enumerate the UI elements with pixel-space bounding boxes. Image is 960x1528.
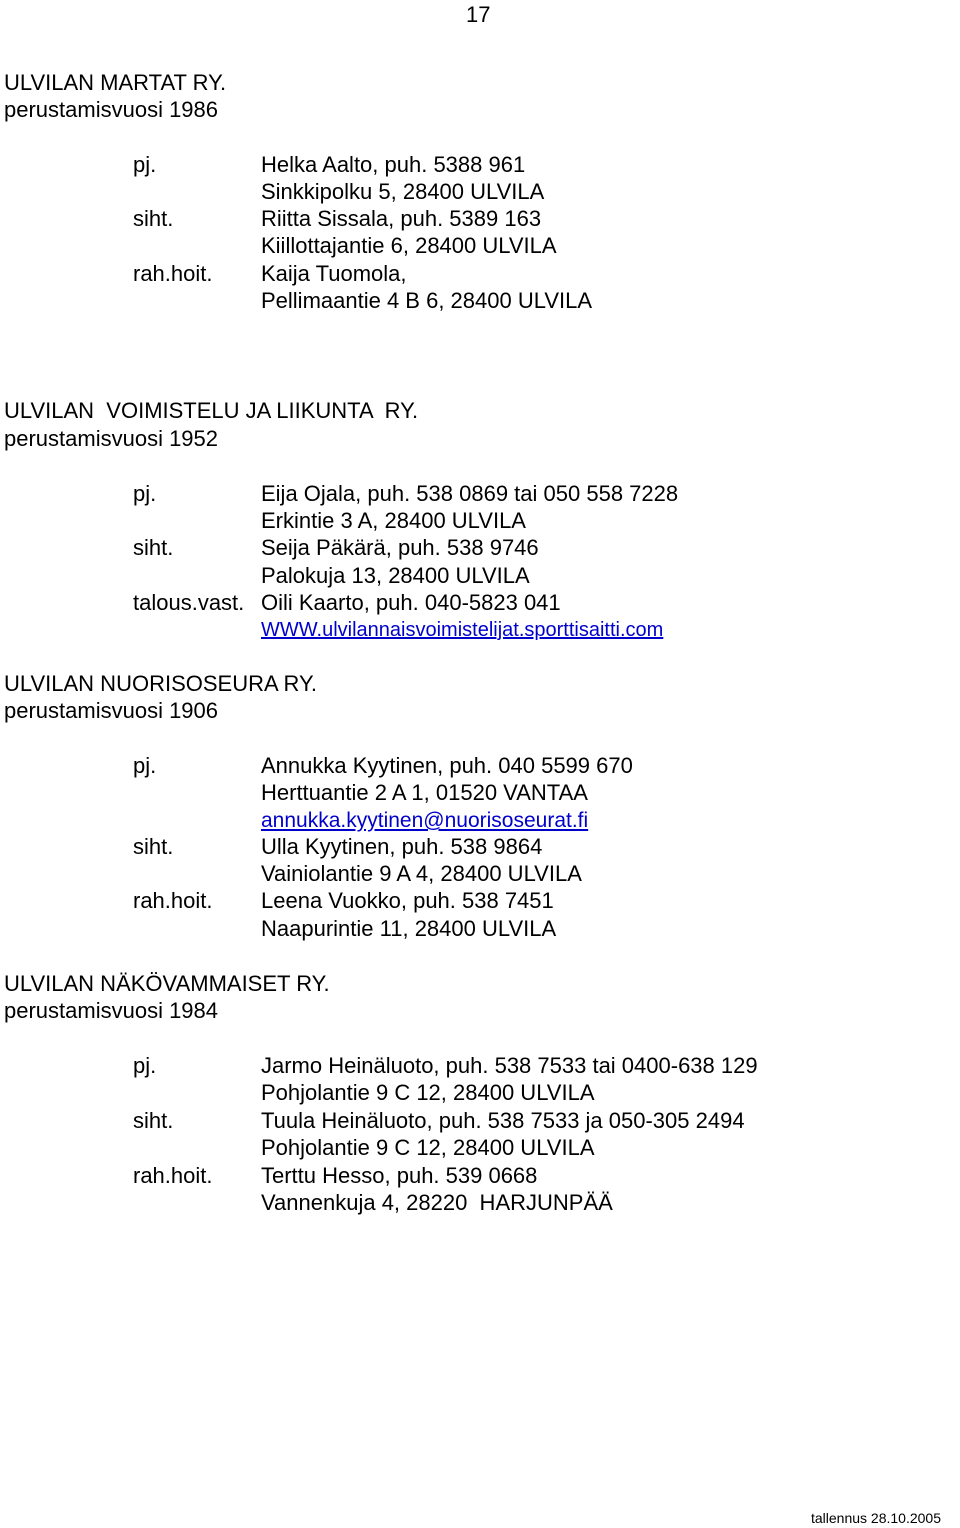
section-founded-nuorisoseura: perustamisvuosi 1906 — [4, 698, 219, 723]
contact-line: Helka Aalto, puh. 5388 961 — [261, 152, 526, 177]
address-line: Vainiolantie 9 A 4, 28400 ULVILA — [261, 861, 582, 886]
contact-line: Kaija Tuomola, — [261, 261, 407, 286]
section-title-nuorisoseura: ULVILAN NUORISOSEURA RY. — [4, 671, 317, 696]
section-founded-martat: perustamisvuosi 1986 — [4, 97, 219, 122]
role-label: pj. — [133, 152, 157, 177]
contact-line: Annukka Kyytinen, puh. 040 5599 670 — [261, 753, 633, 778]
email-link[interactable]: annukka.kyytinen@nuorisoseurat.fi — [261, 809, 589, 832]
footer-saved-date: tallennus 28.10.2005 — [811, 1510, 941, 1526]
contact-line: Riitta Sissala, puh. 5389 163 — [261, 206, 542, 231]
contact-line: Eija Ojala, puh. 538 0869 tai 050 558 7228 — [261, 481, 679, 506]
section-title-voimistelu: ULVILAN VOIMISTELU JA LIIKUNTA RY. — [4, 398, 419, 423]
section-founded-nakovammaiset: perustamisvuosi 1984 — [4, 998, 219, 1023]
contact-line: Jarmo Heinäluoto, puh. 538 7533 tai 0400-638 129 — [261, 1053, 758, 1078]
section-title-martat: ULVILAN MARTAT RY. — [4, 70, 227, 95]
contact-line: Seija Päkärä, puh. 538 9746 — [261, 535, 539, 560]
role-label: talous.vast. — [133, 590, 245, 615]
role-label: siht. — [133, 834, 174, 859]
address-line: Herttuantie 2 A 1, 01520 VANTAA — [261, 780, 588, 805]
address-line: Kiillottajantie 6, 28400 ULVILA — [261, 233, 557, 258]
section-founded-voimistelu: perustamisvuosi 1952 — [4, 426, 219, 451]
role-label: siht. — [133, 1108, 174, 1133]
address-line: Pohjolantie 9 C 12, 28400 ULVILA — [261, 1080, 595, 1105]
role-label: rah.hoit. — [133, 888, 213, 913]
role-label: pj. — [133, 753, 157, 778]
contact-line: Tuula Heinäluoto, puh. 538 7533 ja 050-305 2494 — [261, 1108, 745, 1133]
address-line: Erkintie 3 A, 28400 ULVILA — [261, 508, 526, 533]
contact-line: Oili Kaarto, puh. 040-5823 041 — [261, 590, 561, 615]
address-line: Sinkkipolku 5, 28400 ULVILA — [261, 179, 545, 204]
contact-line: Ulla Kyytinen, puh. 538 9864 — [261, 834, 543, 859]
address-line: Vannenkuja 4, 28220 HARJUNPÄÄ — [261, 1190, 613, 1215]
role-label: pj. — [133, 1053, 157, 1078]
role-label: siht. — [133, 535, 174, 560]
address-line: Palokuja 13, 28400 ULVILA — [261, 563, 530, 588]
address-line: Pohjolantie 9 C 12, 28400 ULVILA — [261, 1135, 595, 1160]
role-label: siht. — [133, 206, 174, 231]
address-line: Pellimaantie 4 B 6, 28400 ULVILA — [261, 288, 593, 313]
contact-line: Leena Vuokko, puh. 538 7451 — [261, 888, 554, 913]
role-label: rah.hoit. — [133, 261, 213, 286]
section-title-nakovammaiset: ULVILAN NÄKÖVAMMAISET RY. — [4, 971, 330, 996]
contact-line: Terttu Hesso, puh. 539 0668 — [261, 1163, 538, 1188]
role-label: rah.hoit. — [133, 1163, 213, 1188]
website-link[interactable]: WWW.ulvilannaisvoimistelijat.sporttisaitti.com — [261, 619, 664, 641]
page-number: 17 — [466, 2, 491, 27]
address-line: Naapurintie 11, 28400 ULVILA — [261, 916, 557, 941]
role-label: pj. — [133, 481, 157, 506]
